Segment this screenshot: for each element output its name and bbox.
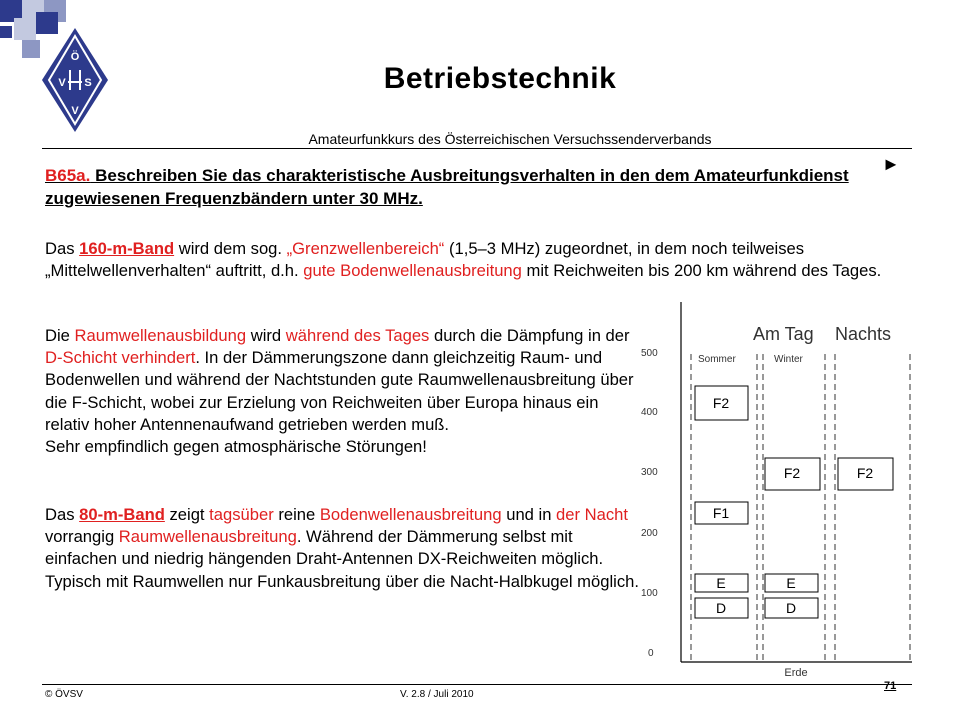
layer-label: F2 [783,465,801,481]
text-run: . Während der Dämmerung selbst mit einfachen und niedrig hängenden Draht-Antennen DX-Reichweiten möglich. Typisch mit Raumwellen nur Funkausbreitung über die Nacht-Halbkugel möglich. [45,527,639,591]
y-tick: 400 [641,407,658,418]
y-tick: 100 [641,588,658,599]
y-tick: 0 [648,648,654,659]
text-run: Das [45,505,80,524]
page-number: 71 [884,680,897,692]
text-run: wird dem sog. [174,239,287,258]
text-run: (1,5–3 MHz) zugeordnet, in dem noch teilweises „Mittelwellenverhalten“ auftritt, d.h. [45,239,805,281]
layer-label: F2 [712,395,730,411]
footer-divider [42,684,912,685]
page-subtitle: Amateurfunkkurs des Österreichischen Versuchssenderverbands [308,131,712,147]
text-run: . In der Dämmerungszone dann gleichzeitig Raum- und Bodenwellen und während der Nachtstunden gute Raumwellenausbreitung über die F-Schicht, wobei zur Erzielung von Reichweiten über Europa hinaus ein relativ hoher Antennenaufwand getrieben werden muß. [45,348,634,434]
layer-label: D [715,600,727,616]
text-run: Sehr empfindlich gegen atmosphärische Störungen! [45,437,427,457]
highlight-term: „Grenzwellenbereich“ [286,239,445,258]
y-tick: 500 [641,348,658,359]
highlight-term: während des Tages [285,326,430,345]
ionosphere-diagram [628,296,928,686]
paragraph-80m [45,504,645,593]
logo-letter: V [58,77,66,89]
oevsv-logo-icon [40,26,110,134]
logo-letter: S [84,77,92,89]
layer-label: F1 [712,505,730,521]
paragraph-160m [45,238,905,282]
band-80m: 80-m-Band [79,505,165,524]
question-id: B65a. [45,166,91,185]
y-tick: 200 [641,528,658,539]
header-night: Nachts [835,324,892,344]
highlight-term: D-Schicht verhindert [45,348,196,368]
corner-square [22,40,40,58]
footer-version: V. 2.8 / Juli 2010 [400,689,474,700]
text-run: zeigt [164,505,210,524]
sub-summer: Sommer [698,354,736,365]
header-day: Am Tag [753,324,814,344]
text-run: mit Reichweiten bis 200 km während des Tages. [521,261,882,281]
highlight-term: gute Bodenwellenausbreitung [303,261,522,281]
logo-letter: V [71,105,79,117]
highlight-term: der Nacht [556,505,628,524]
ground-label: Erde [784,667,808,679]
question-text: Beschreiben Sie das charakteristische Ausbreitungsverhalten in den dem Amateurfunkdienst zugewiesenen Frequenzbändern unter 30 MHz. [45,166,849,208]
logo-letter: Ö [70,51,80,63]
layer-label: E [786,575,796,591]
highlight-term: tagsüber [209,505,274,524]
highlight-term: Bodenwellenausbreitung [319,505,502,524]
text-run: wird [246,326,286,345]
text-run: vorrangig [45,527,119,547]
layer-label: D [785,600,797,616]
text-run: durch die Dämpfung in der [429,326,630,345]
text-run: reine [273,505,320,524]
highlight-term: Raumwellenausbildung [74,326,247,345]
layer-label: F2 [856,465,874,481]
sub-winter: Winter [774,354,803,365]
text-run: und in [501,505,557,524]
corner-square [14,18,36,40]
footer-copyright: © ÖVSV [45,689,83,700]
next-slide-arrow-icon[interactable]: ► [882,154,900,174]
highlight-term: Raumwellenausbreitung [118,527,297,547]
text-run: Die [45,326,75,345]
corner-square [0,26,12,38]
paragraph-skywave [45,325,635,458]
header-divider [42,148,912,149]
question-heading [45,164,875,210]
text-run: Das [45,239,80,258]
layer-label: E [716,575,726,591]
band-160m: 160-m-Band [79,239,175,258]
page-title: Betriebstechnik [383,62,617,95]
y-tick: 300 [641,467,658,478]
